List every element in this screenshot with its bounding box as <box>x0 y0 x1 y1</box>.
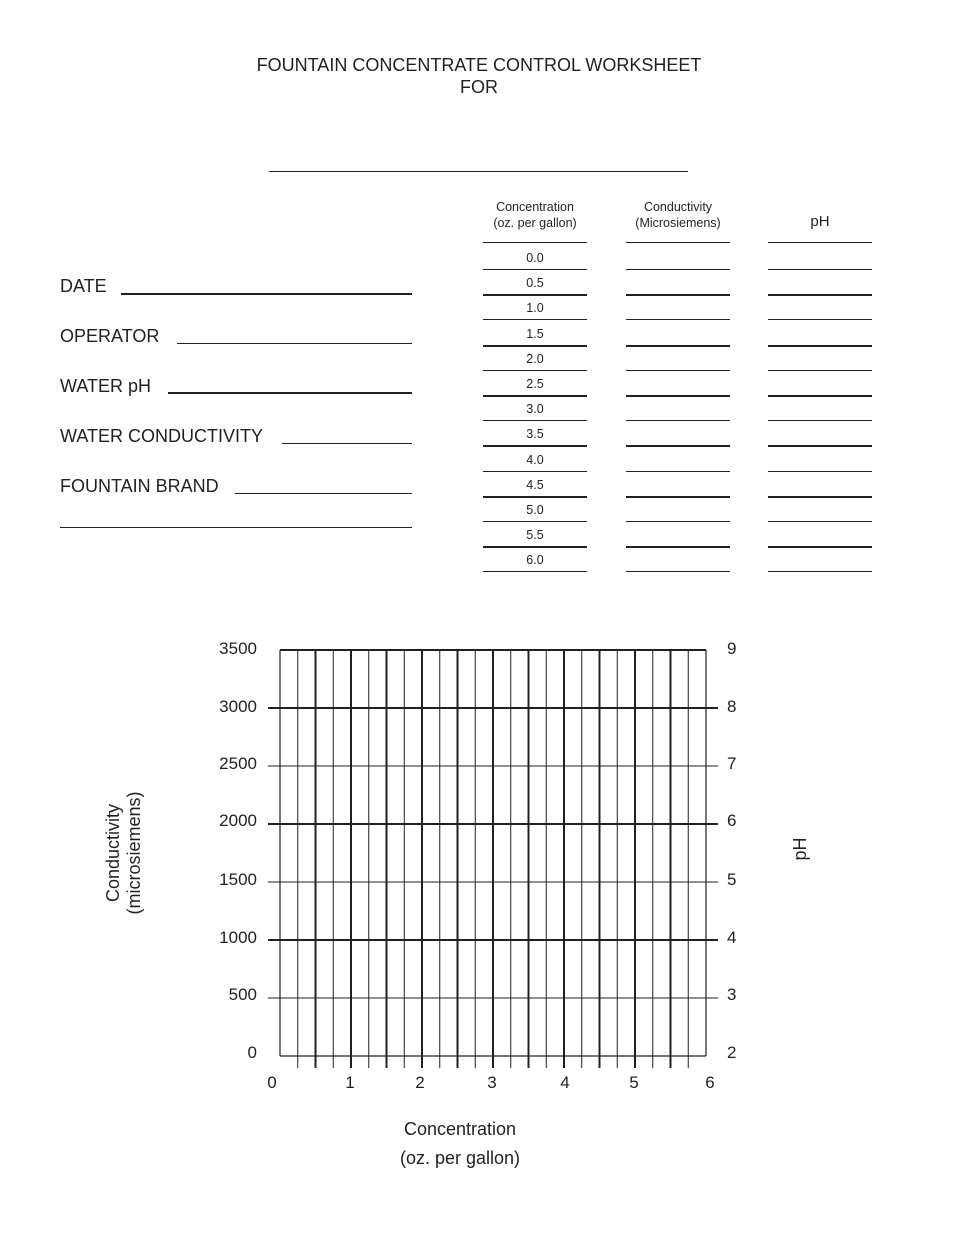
y-left-tick-label: 2500 <box>219 754 257 773</box>
worksheet-title: FOUNTAIN CONCENTRATE CONTROL WORKSHEET <box>256 55 702 75</box>
water-conductivity-label: WATER CONDUCTIVITY <box>60 426 263 446</box>
y-right-tick-label: 2 <box>727 1043 737 1062</box>
y-left-tick-label: 2000 <box>219 811 257 830</box>
y-right-axis-title: pH <box>790 837 810 861</box>
concentration-cell: 3.0 <box>526 402 544 417</box>
operator-label: OPERATOR <box>60 326 160 346</box>
fountain-brand-label: FOUNTAIN BRAND <box>60 476 219 496</box>
concentration-cell: 2.0 <box>526 351 544 366</box>
y-right-tick-label: 7 <box>727 754 737 773</box>
x-tick-label: 6 <box>705 1073 715 1092</box>
y-left-axis-title-line1: Conductivity <box>103 803 123 903</box>
y-right-tick-label: 5 <box>727 870 737 889</box>
y-left-tick-label: 500 <box>228 985 257 1004</box>
y-right-tick-label: 6 <box>727 811 737 830</box>
x-tick-label: 0 <box>267 1073 277 1092</box>
x-axis-title-line1: Concentration <box>403 1119 517 1139</box>
y-left-tick-label: 0 <box>247 1043 257 1062</box>
concentration-cell: 4.0 <box>526 452 544 467</box>
x-tick-label: 5 <box>629 1073 639 1092</box>
ph-column-header: pH <box>810 213 830 230</box>
concentration-cell: 0.5 <box>526 276 544 291</box>
y-right-tick-label: 9 <box>727 639 737 658</box>
concentration-cell: 5.5 <box>526 528 544 543</box>
concentration-cell: 3.5 <box>526 427 544 442</box>
concentration-cell: 1.0 <box>526 301 544 316</box>
y-right-tick-label: 8 <box>727 697 737 716</box>
x-axis-title-line2: (oz. per gallon) <box>399 1148 521 1168</box>
concentration-cell: 6.0 <box>526 553 544 568</box>
y-left-tick-label: 1500 <box>219 870 257 889</box>
y-left-tick-label: 1000 <box>219 928 257 947</box>
concentration-header-line1: Concentration <box>496 200 574 214</box>
concentration-cell: 0.0 <box>526 251 544 265</box>
y-left-axis-title <box>103 773 145 933</box>
x-tick-label: 1 <box>345 1073 355 1092</box>
y-left-tick-label: 3500 <box>219 639 257 658</box>
date-label: DATE <box>60 276 107 296</box>
y-right-tick-label: 3 <box>727 985 737 1004</box>
y-left-tick-label: 3000 <box>219 697 257 716</box>
water-ph-label: WATER pH <box>60 376 152 396</box>
x-tick-label: 4 <box>560 1073 570 1092</box>
worksheet-title-for: FOR <box>460 77 498 97</box>
x-tick-label: 2 <box>415 1073 425 1092</box>
x-tick-label: 3 <box>487 1073 497 1092</box>
concentration-cell: 5.0 <box>526 503 544 517</box>
concentration-cell: 1.5 <box>526 326 544 341</box>
y-left-axis-title-line2: (microsiemens) <box>124 791 144 915</box>
y-right-tick-label: 4 <box>727 928 737 947</box>
concentration-cell: 4.5 <box>526 477 544 492</box>
concentration-cell: 2.5 <box>526 377 544 391</box>
conductivity-header-line1: Conductivity <box>643 200 713 214</box>
conductivity-header-line2: (Microsiemens) <box>635 216 721 230</box>
concentration-header-line2: (oz. per gallon) <box>493 216 577 230</box>
